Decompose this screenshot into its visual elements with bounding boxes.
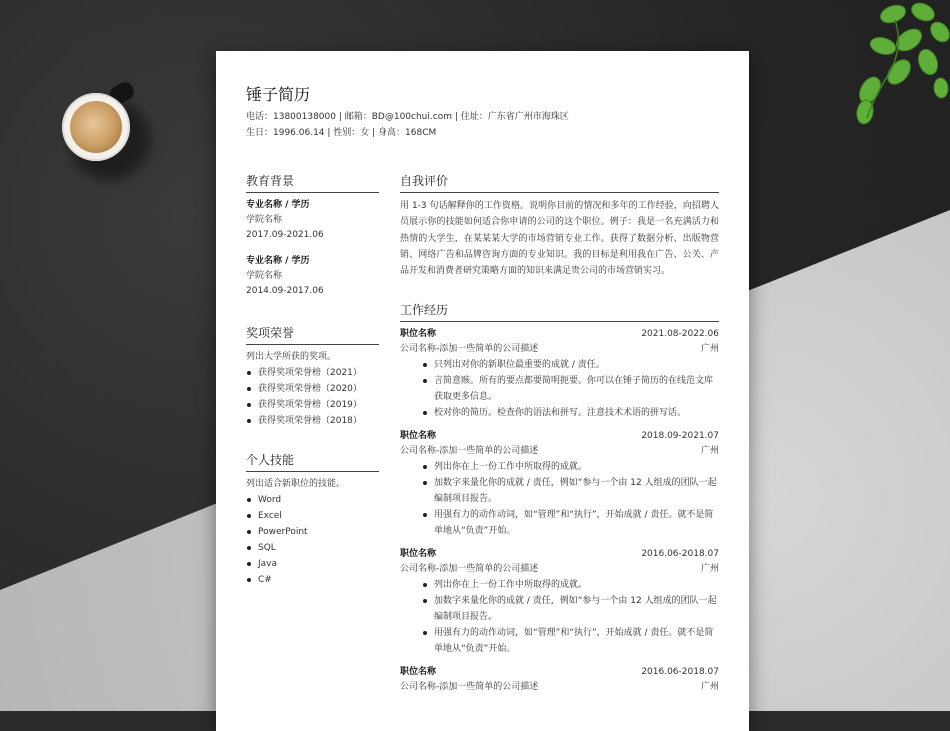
coffee-surface	[70, 101, 122, 153]
job-period: 2021.08-2022.06	[641, 329, 719, 340]
job-company: 公司名称-添加一些简单的公司描述	[400, 344, 539, 355]
awards-intro: 列出大学所获的奖项。	[246, 352, 337, 362]
education-item	[246, 198, 379, 243]
left-column	[246, 172, 379, 588]
job-city: 广州	[700, 682, 719, 693]
education-school: 学院名称	[246, 215, 283, 225]
job-bullets	[400, 577, 719, 657]
personal-info: 生日：1996.06.14 | 性别：女 | 身高：168CM	[246, 128, 437, 138]
skill-item: C#	[258, 572, 379, 588]
awards-list	[246, 365, 379, 429]
education-school: 学院名称	[246, 271, 283, 281]
job-entry	[400, 547, 719, 657]
awards-title: 奖项荣誉	[246, 324, 379, 345]
skills-intro: 列出适合新职位的技能。	[246, 479, 346, 489]
right-column	[400, 172, 719, 703]
job-bullet: 只列出对你的新职位最重要的成就 / 责任。	[434, 357, 719, 373]
job-bullet: 列出你在上一份工作中所取得的成就。	[434, 577, 719, 593]
education-period: 2017.09-2021.06	[246, 230, 324, 240]
job-bullets	[400, 357, 719, 421]
award-item: 获得奖项荣誉榜（2021）	[258, 365, 379, 381]
job-bullet: 加数字来量化你的成就 / 责任，例如“参与一个由 12 人组成的团队一起编制项目报告。	[434, 475, 719, 507]
job-position: 职位名称	[400, 667, 437, 678]
skill-item: SQL	[258, 540, 379, 556]
education-major: 专业名称 / 学历	[246, 256, 310, 266]
education-period: 2014.09-2017.06	[246, 286, 324, 296]
job-position: 职位名称	[400, 431, 437, 442]
job-entry	[400, 327, 719, 421]
job-company: 公司名称-添加一些简单的公司描述	[400, 682, 539, 693]
resume-paper	[216, 51, 749, 731]
job-bullets	[400, 459, 719, 539]
resume-name: 锤子简历	[246, 85, 311, 104]
award-item: 获得奖项荣誉榜（2018）	[258, 413, 379, 429]
job-period: 2016.06-2018.07	[641, 549, 719, 560]
skills-title: 个人技能	[246, 451, 379, 472]
self-eval-text: 用 1-3 句话解释你的工作资格。说明你目前的情况和多年的工作经验，向招聘人员展示你的技能如何适合你申请的公司的这个职位。例子：我是一名充满活力和热情的大学生，在某某某大学的市场营销专业工作。获得了数据分析、出版物营销、网络广告和品牌咨询方面的专业知识。我的目标是利用我在广告、公关、产品开发和消费者研究策略方面的知识来满足贵公司的市场营销实习。	[400, 201, 719, 277]
self-eval-title: 自我评价	[400, 172, 719, 193]
skills-list	[246, 492, 379, 588]
job-position: 职位名称	[400, 549, 437, 560]
job-bullet: 校对你的简历。检查你的语法和拼写。注意技术术语的拼写话。	[434, 405, 719, 421]
plant-leaves-icon	[835, 0, 950, 125]
job-city: 广州	[700, 564, 719, 575]
job-company: 公司名称-添加一些简单的公司描述	[400, 564, 539, 575]
education-item	[246, 254, 379, 299]
job-period: 2016.06-2018.07	[641, 667, 719, 678]
job-company: 公司名称-添加一些简单的公司描述	[400, 446, 539, 457]
education-title: 教育背景	[246, 172, 379, 193]
job-city: 广州	[700, 344, 719, 355]
job-bullet: 加数字来量化你的成就 / 责任，例如“参与一个由 12 人组成的团队一起编制项目报告。	[434, 593, 719, 625]
job-bullet: 言简意赅。所有的要点都要简明扼要。你可以在锤子简历的在线范文库获取更多信息。	[434, 373, 719, 405]
award-item: 获得奖项荣誉榜（2019）	[258, 397, 379, 413]
skill-item: Excel	[258, 508, 379, 524]
job-bullet: 列出你在上一份工作中所取得的成就。	[434, 459, 719, 475]
skill-item: PowerPoint	[258, 524, 379, 540]
job-bullet: 用强有力的动作动词，如“管理”和“执行”，开始成就 / 责任。就不是简单地从“负责”开始。	[434, 507, 719, 539]
award-item: 获得奖项荣誉榜（2020）	[258, 381, 379, 397]
job-period: 2018.09-2021.07	[641, 431, 719, 442]
experience-title: 工作经历	[400, 301, 719, 322]
education-major: 专业名称 / 学历	[246, 200, 310, 210]
job-city: 广州	[700, 446, 719, 457]
job-position: 职位名称	[400, 329, 437, 340]
contact-info: 电话：13800138000 | 邮箱：BD@100chui.com | 住址：广东省广州市海珠区	[246, 112, 569, 122]
job-entry	[400, 665, 719, 695]
coffee-cup-icon	[62, 93, 130, 161]
job-bullet: 用强有力的动作动词，如“管理”和“执行”，开始成就 / 责任。就不是简单地从“负责”开始。	[434, 625, 719, 657]
skill-item: Word	[258, 492, 379, 508]
job-entry	[400, 429, 719, 539]
skill-item: Java	[258, 556, 379, 572]
